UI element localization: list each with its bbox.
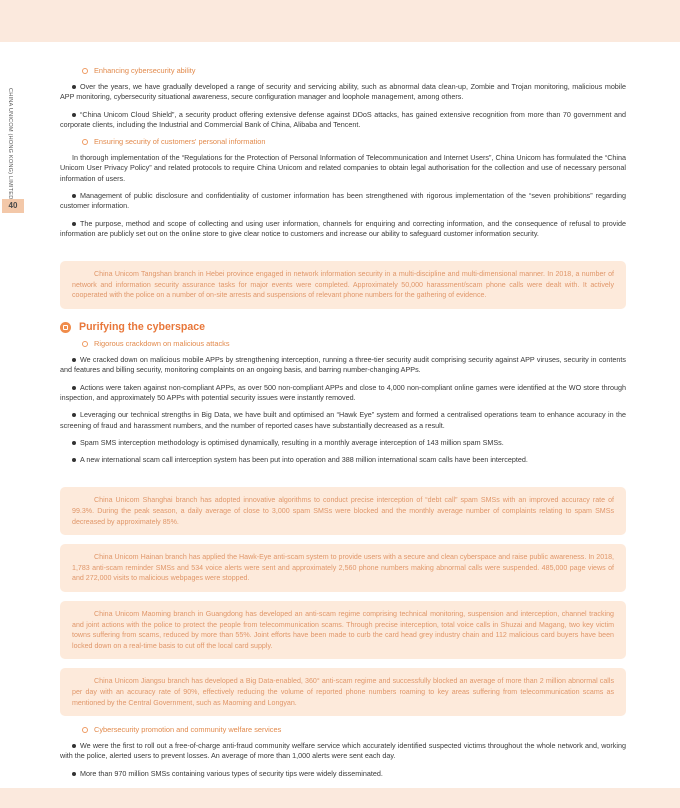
bullet-paragraph xyxy=(60,410,626,431)
bullet-paragraph xyxy=(60,355,626,376)
page-number: 40 xyxy=(2,199,24,213)
case-box-jiangsu: China Unicom Jiangsu branch has developed a Big Data-enabled, 360° anti-scam regime and successfully blocked an average of more than 2 million abnormal calls per day with an accuracy rate of 90%, effectively reducing the volume of reported phone numbers roaming to key areas suffering from telecommunication scams as mentioned by the Central Government, such as Maoming and Longyan. xyxy=(60,668,626,716)
top-band xyxy=(0,0,680,42)
ring-icon xyxy=(82,68,88,74)
subheading-enhancing xyxy=(82,66,626,75)
bullet-paragraph xyxy=(60,191,626,212)
bullet-icon xyxy=(72,772,76,776)
paragraph-text: Actions were taken against non-compliant APPs, as over 500 non-compliant APPs and close to 4,000 non-compliant online games were identified at the WO store through inspection, and approximately 50 APPs with potential security issues were instantly removed. xyxy=(60,382,626,402)
paragraph-text: A new international scam call interception system has been put into operation and 388 million international scam calls have been intercepted. xyxy=(80,455,528,465)
subheading-text: Rigorous crackdown on malicious attacks xyxy=(94,339,230,349)
bullet-paragraph xyxy=(60,82,626,103)
subheading-privacy xyxy=(82,137,626,146)
paragraph-text: Leveraging our technical strengths in Big Data, we have built and optimised an “Hawk Eye” system and formed a centralised operations team to enhance accuracy in the screening of fraud and harassment numbers, and the number of reported cases have substantially decreased as a result. xyxy=(60,410,626,430)
subheading-text: Ensuring security of customers' personal information xyxy=(94,137,266,147)
paragraph-text: Spam SMS interception methodology is optimised dynamically, resulting in a monthly average interception of 143 million spam SMSs. xyxy=(80,437,504,447)
bullet-paragraph xyxy=(60,110,626,131)
bullet-icon xyxy=(72,441,76,445)
ring-icon xyxy=(82,341,88,347)
bullet-icon xyxy=(72,458,76,462)
main-content xyxy=(60,66,626,786)
paragraph-text: We cracked down on malicious mobile APPs by strengthening interception, running a three-tier security audit comprising security against APP viruses, security in contents and features and billing security, monitoring complaints on an ongoing basis, and barring number-changing APPs. xyxy=(60,355,626,375)
bullet-icon xyxy=(72,194,76,198)
bullet-icon xyxy=(72,744,76,748)
bullet-icon xyxy=(72,386,76,390)
ring-icon xyxy=(82,139,88,145)
bullet-paragraph xyxy=(60,741,626,762)
subheading-text: Cybersecurity promotion and community welfare services xyxy=(94,725,282,735)
bullet-icon xyxy=(72,113,76,117)
side-label: CHINA UNICOM (HONG KONG) LIMITED xyxy=(7,88,13,200)
paragraph: In thorough implementation of the “Regulations for the Protection of Personal Information of Telecommunication and Internet Users”, China Unicom has formulated the “China Unicom User Privacy Policy” and related protocols to require China Unicom and related companies to obtain legal authorisation for the collection and use of necessary personal information of users. xyxy=(60,153,626,183)
section-title: Purifying the cyberspace xyxy=(79,321,205,334)
subheading-welfare xyxy=(82,725,626,734)
bottom-band xyxy=(0,788,680,808)
bullet-icon xyxy=(72,222,76,226)
bullet-paragraph xyxy=(60,219,626,240)
bullet-paragraph xyxy=(60,769,626,779)
paragraph-text: More than 970 million SMSs containing various types of security tips were widely disseminated. xyxy=(80,768,383,778)
case-box-tangshan: China Unicom Tangshan branch in Hebei province engaged in network information security in a multi-discipline and multi-dimensional manner. In 2018, a number of network and information security assurance tasks for major events were completed. Approximately 50,000 harassment/scam phone calls were dealt with. It actively cooperated with the police on a number of on-site arrests and suspensions of relevant phone numbers for the gathering of evidence. xyxy=(60,261,626,309)
bullet-icon xyxy=(72,413,76,417)
paragraph-text: “China Unicom Cloud Shield”, a security product offering extensive defense against DDoS attacks, has gained extensive recognition from more than 70 government and corporate clients, including the Industrial and Commercial Bank of China, Alibaba and Tencent. xyxy=(60,109,626,129)
paragraph-text: Management of public disclosure and confidentiality of customer information has been strengthened with rigorous implementation of the “seven prohibitions” regarding customer information. xyxy=(60,191,626,211)
paragraph-text: We were the first to roll out a free-of-charge anti-fraud community welfare service which accurately identified suspected victims throughout the whole network and, working with the police, alerted users to prevent losses. An average of more than 1,000 alerts were sent each day. xyxy=(60,741,626,761)
bullet-paragraph xyxy=(60,455,626,465)
bullet-icon xyxy=(72,358,76,362)
bullet-paragraph xyxy=(60,438,626,448)
subheading-text: Enhancing cybersecurity ability xyxy=(94,66,196,75)
paragraph-text: Over the years, we have gradually developed a range of security and servicing ability, such as abnormal data clean-up, Zombie and Trojan monitoring, malicious mobile APP monitoring, cybersecurity situational awareness, secure configuration manager and loophole management, among others. xyxy=(60,82,626,102)
section-badge-icon xyxy=(60,322,71,333)
paragraph-text: The purpose, method and scope of collecting and using user information, channels for enquiring and correcting information, and the consequence of refusal to provide information are publicly set out on the online store to give clear notice to customers and increase our ability to safeguard customer information security. xyxy=(60,218,626,238)
section-heading xyxy=(60,321,626,333)
case-box-maoming: China Unicom Maoming branch in Guangdong has developed an anti-scam regime comprising technical monitoring, suspension and interception, channel tracking and joint actions with the police to protect the people from telecommunication scams. Through precise interception, total voice calls in Shuzai and Magang, two key victim towns suffering from scams, reduced by more than 55%. Joint efforts have been made to curb the card head grey industry chain and 112 malicious card buyers have been locked down on a real-time basis to cut off the local card supply. xyxy=(60,601,626,659)
bullet-icon xyxy=(72,85,76,89)
subheading-attacks xyxy=(82,339,626,348)
case-box-shanghai: China Unicom Shanghai branch has adopted innovative algorithms to conduct precise interception of “debt call” spam SMSs with an improved accuracy rate of 99.3%. During the peak season, a daily average of close to 3,000 spam SMSs were blocked and the monthly average number of complaints relating to spam SMSs decreased by approximately 85%. xyxy=(60,487,626,535)
bullet-paragraph xyxy=(60,383,626,404)
case-box-hainan: China Unicom Hainan branch has applied the Hawk-Eye anti-scam system to provide users with a secure and clean cyberspace and raise public awareness. In 2018, 1,783 anti-scam reminder SMSs and 534 voice alerts were sent and approximately 2,560 phone numbers making abnormal calls were suspended. 485,000 page views of and 272,000 visits to malicious webpages were stopped. xyxy=(60,544,626,592)
ring-icon xyxy=(82,727,88,733)
